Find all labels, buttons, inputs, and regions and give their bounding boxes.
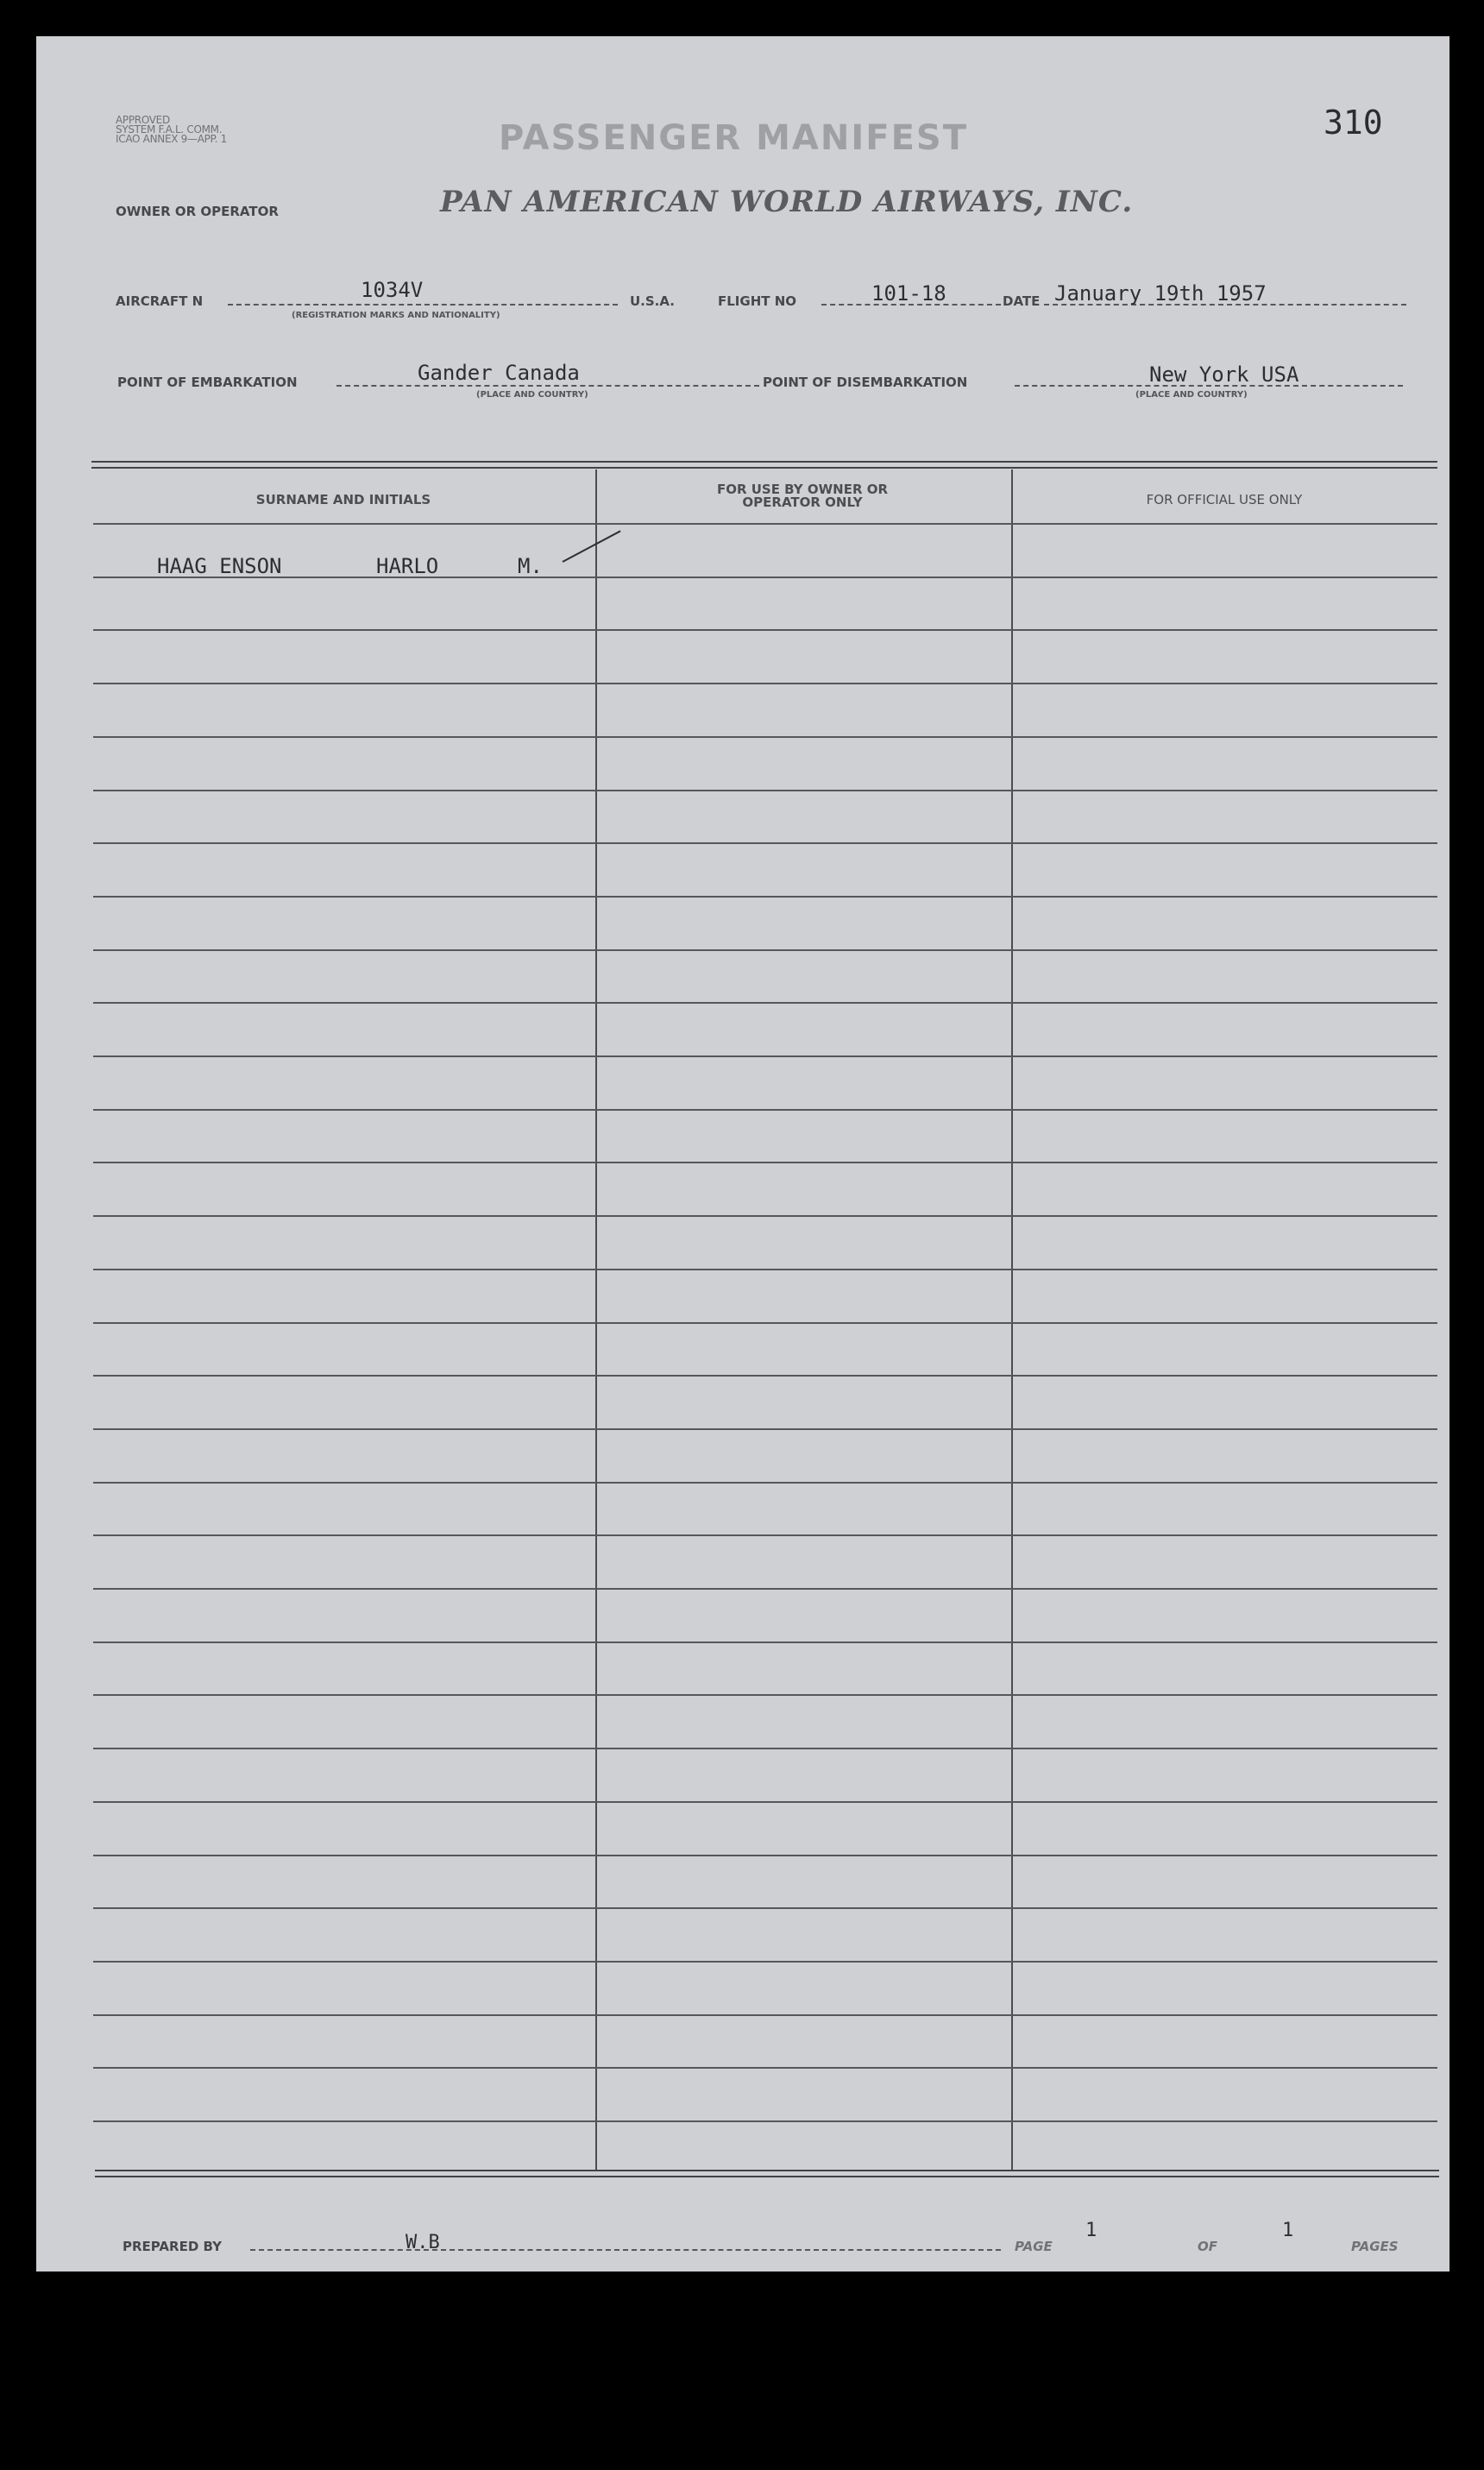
- passenger-surname: HAAG ENSON: [157, 554, 282, 578]
- row-rule: [93, 1428, 1437, 1430]
- aircraft-nationality: U.S.A.: [630, 293, 675, 309]
- prepared-by-label: PREPARED BY: [123, 2239, 222, 2254]
- row-rule: [93, 949, 1437, 951]
- embarkation-place: Gander Canada: [418, 361, 580, 385]
- embarkation-sublabel: (PLACE AND COUNTRY): [476, 390, 588, 400]
- owner-label: OWNER OR OPERATOR: [116, 204, 279, 219]
- row-rule: [93, 1162, 1437, 1163]
- embarkation-label: POINT OF EMBARKATION: [117, 375, 298, 390]
- owner-name: PAN AMERICAN WORLD AIRWAYS, INC.: [440, 185, 1134, 219]
- aircraft-line: [228, 304, 618, 306]
- column-divider-2: [1011, 469, 1013, 2171]
- passenger-initial: M.: [518, 554, 543, 578]
- row-rule: [93, 577, 1437, 578]
- prepared-by-value: W.B: [406, 2232, 440, 2253]
- row-rule: [93, 1482, 1437, 1484]
- flight-date: January 19th 1957: [1054, 281, 1267, 306]
- embarkation-line: [336, 385, 759, 387]
- row-rule: [93, 2067, 1437, 2069]
- table-bottom-rule-2: [95, 2176, 1439, 2177]
- aircraft-number: 1034V: [361, 278, 424, 302]
- row-rule: [93, 1375, 1437, 1377]
- row-rule: [93, 896, 1437, 898]
- of-label: OF: [1198, 2239, 1217, 2254]
- disembarkation-label: POINT OF DISEMBARKATION: [763, 375, 968, 390]
- page-number: 310: [1324, 104, 1383, 142]
- flight-label: FLIGHT NO: [718, 293, 797, 309]
- row-rule: [93, 1961, 1437, 1963]
- table-top-rule-2: [91, 467, 1437, 469]
- page-title: PASSENGER MANIFEST: [499, 118, 968, 158]
- row-rule: [93, 683, 1437, 684]
- column-surname-header: SURNAME AND INITIALS: [255, 492, 431, 507]
- table-bottom-rule: [95, 2170, 1439, 2171]
- aircraft-sublabel: (REGISTRATION MARKS AND NATIONALITY): [292, 311, 500, 320]
- row-rule: [93, 1215, 1437, 1217]
- row-rule: [93, 2014, 1437, 2016]
- row-rule: [93, 1748, 1437, 1749]
- aircraft-label: AIRCRAFT N: [116, 293, 204, 309]
- page-label: PAGE: [1015, 2239, 1053, 2254]
- row-rule: [93, 2120, 1437, 2122]
- row-rule: [93, 1694, 1437, 1696]
- passenger-given-name: HARLO: [376, 554, 439, 578]
- row-rule: [93, 1907, 1437, 1909]
- page-value: 1: [1085, 2220, 1097, 2241]
- row-rule: [93, 1002, 1437, 1004]
- row-rule: [93, 1534, 1437, 1536]
- of-value: 1: [1282, 2220, 1294, 2241]
- column-divider-1: [595, 469, 597, 2171]
- row-rule: [93, 1269, 1437, 1270]
- row-rule: [93, 1588, 1437, 1590]
- row-rule: [93, 790, 1437, 791]
- row-rule: [93, 842, 1437, 844]
- date-label: DATE: [1003, 293, 1041, 309]
- column-official-use-header: FOR OFFICIAL USE ONLY: [1146, 492, 1303, 507]
- row-rule: [93, 1109, 1437, 1111]
- flight-number: 101-18: [871, 281, 946, 306]
- row-rule: [93, 1641, 1437, 1643]
- disembarkation-place: New York USA: [1149, 362, 1299, 387]
- row-rule: [93, 1855, 1437, 1856]
- prepared-by-line: [250, 2249, 1001, 2251]
- row-rule: [93, 629, 1437, 631]
- approval-stamp: APPROVED SYSTEM F.A.L. COMM. ICAO ANNEX 9—APP. 1: [116, 114, 227, 145]
- row-rule: [93, 523, 1437, 525]
- table-top-rule: [91, 461, 1437, 463]
- row-rule: [93, 1055, 1437, 1057]
- row-rule: [93, 736, 1437, 738]
- row-rule: [93, 1322, 1437, 1324]
- column-owner-use-header: FOR USE BY OWNER OR OPERATOR ONLY: [716, 482, 889, 510]
- pages-label: PAGES: [1351, 2239, 1399, 2254]
- row-rule: [93, 1801, 1437, 1803]
- disembarkation-sublabel: (PLACE AND COUNTRY): [1135, 390, 1248, 400]
